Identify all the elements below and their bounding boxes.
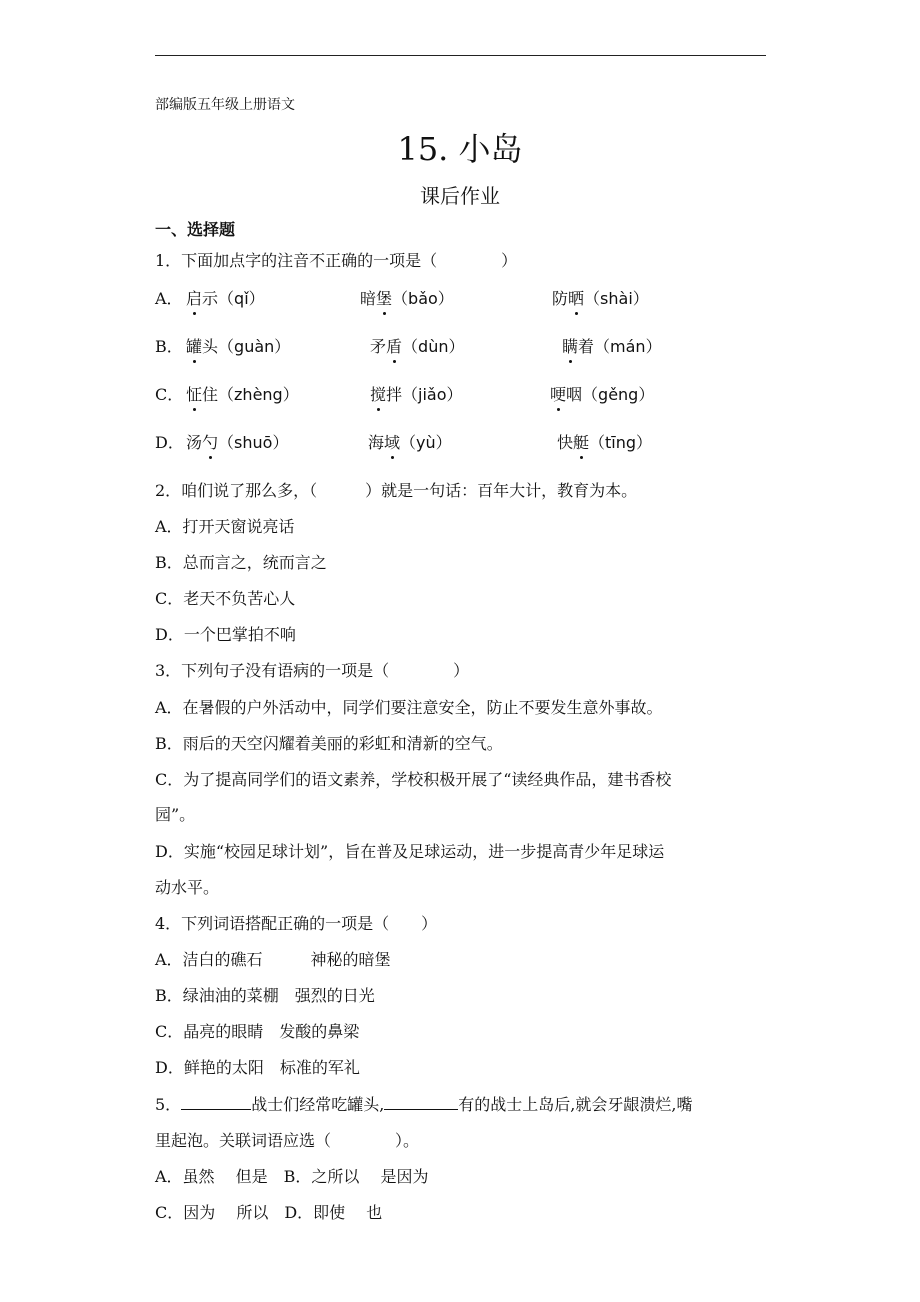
- pinyin: （shuō）: [218, 433, 289, 452]
- dotted-char: 哽: [550, 382, 566, 405]
- dotted-char: 搅: [370, 382, 386, 405]
- page-header: 部编版五年级上册语文: [155, 97, 295, 113]
- pinyin: （qǐ）: [218, 289, 265, 308]
- q1-option-c-label: C．: [155, 385, 184, 404]
- dotted-char: 堡: [376, 286, 392, 309]
- q1-option-c-word3: 哽咽（gěng）: [550, 382, 654, 405]
- answer-blank-1[interactable]: [181, 1095, 251, 1110]
- q1-option-d-word2: 海域（yù）: [368, 430, 452, 453]
- dotted-char: 启: [186, 286, 202, 309]
- q1-option-c-word2: 搅拌（jiǎo）: [370, 382, 463, 405]
- q2-stem: 2．咱们说了那么多，（ ）就是一句话：百年大计，教育为本。: [155, 481, 638, 500]
- pinyin: （guàn）: [218, 337, 291, 356]
- q1-option-b-word3: 瞒着（mán）: [562, 334, 662, 357]
- dotted-char: 怔: [186, 382, 202, 405]
- q3-option-d-line2: 动水平。: [155, 878, 220, 897]
- top-rule: [155, 55, 766, 56]
- answer-blank-2[interactable]: [384, 1095, 458, 1110]
- q1-option-d-word1: 汤勺（shuō）: [186, 430, 288, 453]
- q3-stem: 3．下列句子没有语病的一项是（ ）: [155, 661, 470, 680]
- dotted-char: 域: [384, 430, 400, 453]
- dotted-char: 盾: [386, 334, 402, 357]
- pinyin: （yù）: [400, 433, 452, 452]
- q1-option-b-label: B．: [155, 337, 183, 356]
- dotted-char: 晒: [568, 286, 584, 309]
- pinyin: （zhèng）: [218, 385, 299, 404]
- q2-option-c: C．老天不负苦心人: [155, 589, 296, 608]
- pinyin: （jiǎo）: [402, 385, 463, 404]
- q3-option-b: B．雨后的天空闪耀着美丽的彩虹和清新的空气。: [155, 734, 503, 753]
- q2-option-d: D．一个巴掌拍不响: [155, 625, 296, 644]
- dotted-char: 罐: [186, 334, 202, 357]
- q4-option-c: C．晶亮的眼睛 发酸的鼻梁: [155, 1022, 360, 1041]
- q5-stem-line1: 5． 战士们经常吃罐头, 有的战士上岛后,就会牙龈溃烂,嘴: [155, 1095, 693, 1114]
- lesson-title: 15. 小岛: [397, 130, 523, 168]
- lesson-subtitle: 课后作业: [420, 184, 500, 208]
- dotted-char: 勺: [202, 430, 218, 453]
- q1-option-a-label: A．: [155, 289, 183, 308]
- q3-option-d-line1: D．实施“校园足球计划”，旨在普及足球运动，进一步提高青少年足球运: [155, 842, 665, 861]
- q5-options-row1: A．虽然 但是 B．之所以 是因为: [155, 1167, 429, 1186]
- q4-stem: 4．下列词语搭配正确的一项是（ ）: [155, 914, 438, 933]
- pinyin: （tīng）: [589, 433, 653, 452]
- q4-option-a: A．洁白的礁石 神秘的暗堡: [155, 950, 391, 969]
- q3-option-a: A．在暑假的户外活动中，同学们要注意安全，防止不要发生意外事故。: [155, 698, 663, 717]
- q1-option-b-word2: 矛盾（dùn）: [370, 334, 464, 357]
- q4-option-d: D．鲜艳的太阳 标准的军礼: [155, 1058, 360, 1077]
- pinyin: （mán）: [594, 337, 662, 356]
- q2-option-a: A．打开天窗说亮话: [155, 517, 295, 536]
- pinyin: （shài）: [584, 289, 649, 308]
- q1-option-b-word1: 罐头（guàn）: [186, 334, 290, 357]
- q5-stem-line2: 里起泡。关联词语应选（ ）。: [155, 1131, 420, 1150]
- pinyin: （dùn）: [402, 337, 465, 356]
- q1-option-a-word2: 暗堡（bǎo）: [360, 286, 454, 309]
- q1-option-d-label: D．: [155, 433, 184, 452]
- dotted-char: 瞒: [562, 334, 578, 357]
- section-heading: 一、选择题: [155, 220, 236, 239]
- q1-option-a-word3: 防晒（shài）: [552, 286, 649, 309]
- q4-option-b: B．绿油油的菜棚 强烈的日光: [155, 986, 375, 1005]
- pinyin: （gěng）: [582, 385, 655, 404]
- q1-option-c-word1: 怔住（zhèng）: [186, 382, 299, 405]
- q2-option-b: B．总而言之，统而言之: [155, 553, 327, 572]
- q1-stem: 1．下面加点字的注音不正确的一项是（ ）: [155, 251, 518, 270]
- q5-options-row2: C．因为 所以 D．即使 也: [155, 1203, 383, 1222]
- q1-option-a-word1: 启示（qǐ）: [186, 286, 265, 309]
- pinyin: （bǎo）: [392, 289, 454, 308]
- dotted-char: 艇: [573, 430, 589, 453]
- q1-option-d-word3: 快艇（tīng）: [557, 430, 652, 453]
- q3-option-c-line2: 园”。: [155, 805, 196, 824]
- q3-option-c-line1: C．为了提高同学们的语文素养，学校积极开展了“读经典作品，建书香校: [155, 770, 672, 789]
